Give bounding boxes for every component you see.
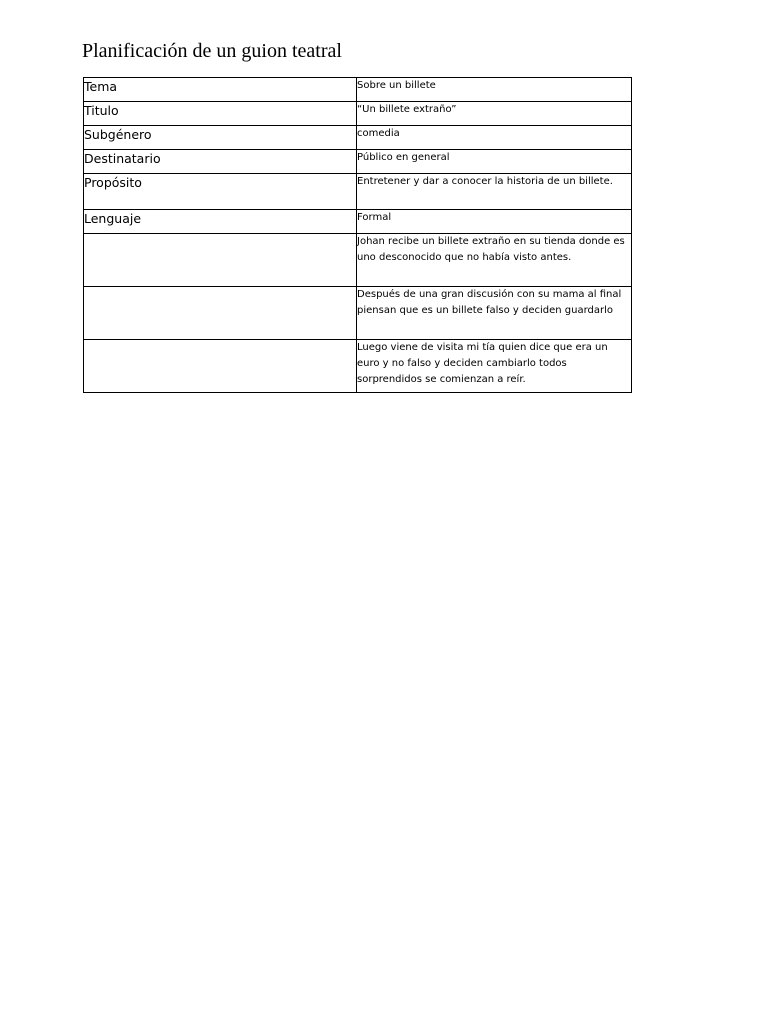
row-value-scene-2: Después de una gran discusión con su mama al final piensan que es un billete falso y deciden guardarlo [357,287,632,340]
planning-table [83,77,632,393]
row-value-lenguaje: Formal [357,210,632,234]
row-label-scene-1 [84,234,357,287]
row-value-scene-3: Luego viene de visita mi tía quien dice que era un euro y no falso y deciden cambiarlo todos sorprendidos se comienzan a reír. [357,340,632,393]
row-label-titulo: Titulo [84,102,357,126]
row-value-scene-1: Johan recibe un billete extraño en su tienda donde es uno desconocido que no había visto antes. [357,234,632,287]
table-row-scene-1 [84,234,632,287]
row-label-scene-2 [84,287,357,340]
row-label-proposito: Propósito [84,174,357,210]
table-row-scene-3 [84,340,632,393]
row-label-scene-3 [84,340,357,393]
table-row-titulo [84,102,632,126]
row-value-proposito: Entretener y dar a conocer la historia de un billete. [357,174,632,210]
document-title: Planificación de un guion teatral [82,40,342,62]
table-row-destinatario [84,150,632,174]
row-value-titulo: “Un billete extraño” [357,102,632,126]
row-label-lenguaje: Lenguaje [84,210,357,234]
row-value-subgenero: comedia [357,126,632,150]
table-row-subgenero [84,126,632,150]
row-label-tema: Tema [84,78,357,102]
row-label-subgenero: Subgénero [84,126,357,150]
table-row-tema [84,78,632,102]
row-value-destinatario: Público en general [357,150,632,174]
row-label-destinatario: Destinatario [84,150,357,174]
table-row-lenguaje [84,210,632,234]
table-row-scene-2 [84,287,632,340]
table-row-proposito [84,174,632,210]
row-value-tema: Sobre un billete [357,78,632,102]
